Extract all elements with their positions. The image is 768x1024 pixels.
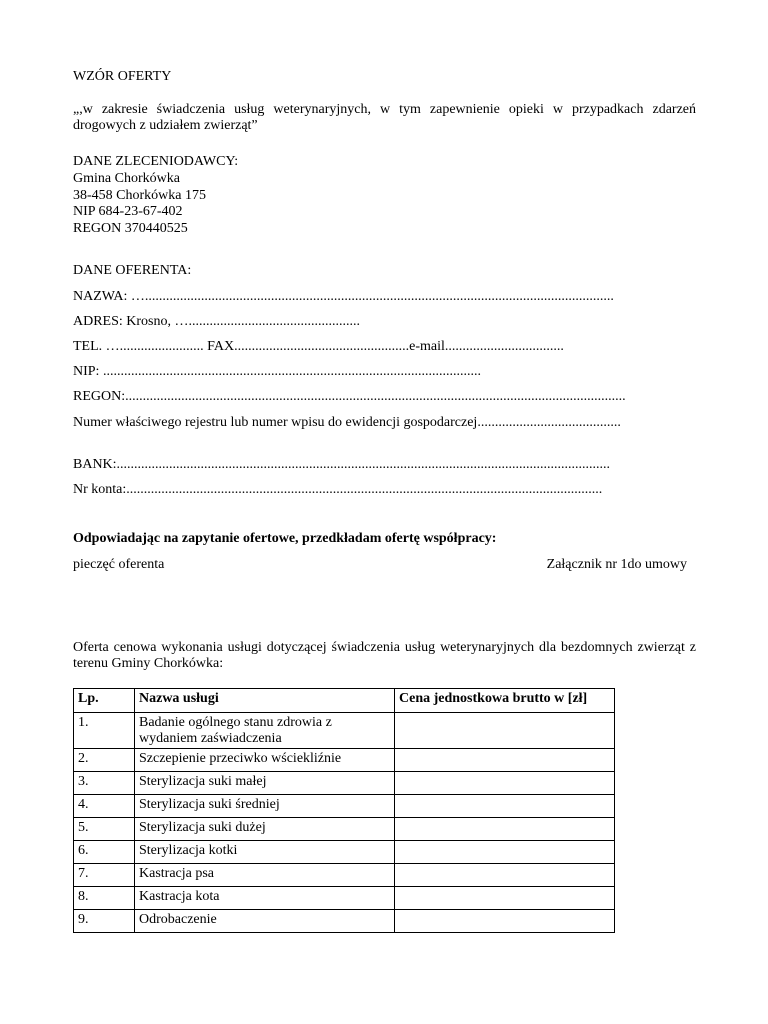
table-row — [74, 749, 615, 772]
row-lp: 2. — [74, 749, 135, 772]
table-row — [74, 772, 615, 795]
row-price-cell[interactable] — [395, 818, 615, 841]
row-service-name: Sterylizacja kotki — [135, 841, 395, 864]
row-price-cell[interactable] — [395, 841, 615, 864]
row-lp: 8. — [74, 887, 135, 910]
offeror-name-field: NAZWA: …...................................................................................................................................... — [73, 289, 614, 304]
table-row — [74, 887, 615, 910]
table-row — [74, 841, 615, 864]
table-row — [74, 910, 615, 933]
table-row — [74, 795, 615, 818]
offeror-account-field: Nr konta:........................................................................................................................................ — [73, 482, 603, 497]
ordering-party-nip: NIP 684-23-67-402 — [73, 204, 183, 219]
table-row — [74, 818, 615, 841]
row-service-name: Sterylizacja suki małej — [135, 772, 395, 795]
row-service-name: Badanie ogólnego stanu zdrowia z wydaniem zaświadczenia — [135, 713, 395, 749]
price-table — [73, 688, 615, 933]
ordering-party-regon: REGON 370440525 — [73, 221, 188, 236]
ordering-party-name: Gmina Chorkówka — [73, 171, 180, 186]
row-price-cell[interactable] — [395, 864, 615, 887]
row-lp: 9. — [74, 910, 135, 933]
offeror-nip-field: NIP: ............................................................................................................ — [73, 364, 481, 379]
row-price-cell[interactable] — [395, 772, 615, 795]
table-header-row — [74, 689, 615, 713]
attachment-label: Załącznik nr 1do umowy — [546, 557, 687, 572]
offeror-address-field: ADRES: Krosno, …................................................. — [73, 314, 361, 329]
row-lp: 6. — [74, 841, 135, 864]
row-price-cell[interactable] — [395, 749, 615, 772]
table-row — [74, 713, 615, 749]
document-title: WZÓR OFERTY — [73, 69, 172, 84]
table-row — [74, 864, 615, 887]
row-service-name: Sterylizacja suki dużej — [135, 818, 395, 841]
row-price-cell[interactable] — [395, 713, 615, 749]
row-service-name: Sterylizacja suki średniej — [135, 795, 395, 818]
row-lp: 5. — [74, 818, 135, 841]
ordering-party-heading: DANE ZLECENIODAWCY: — [73, 154, 239, 169]
response-statement: Odpowiadając na zapytanie ofertowe, przedkładam ofertę współpracy: — [73, 531, 497, 546]
row-service-name: Szczepienie przeciwko wściekliźnie — [135, 749, 395, 772]
row-price-cell[interactable] — [395, 887, 615, 910]
row-price-cell[interactable] — [395, 795, 615, 818]
header-service-name: Nazwa usługi — [135, 689, 395, 713]
header-unit-price: Cena jednostkowa brutto w [zł] — [395, 689, 615, 713]
offeror-register-field: Numer właściwego rejestru lub numer wpisu do ewidencji gospodarczej......................................... — [73, 415, 621, 430]
header-lp: Lp. — [74, 689, 135, 713]
row-lp: 4. — [74, 795, 135, 818]
row-lp: 1. — [74, 713, 135, 749]
subject-text: „,w zakresie świadczenia usług weterynaryjnych, w tym zapewnienie opieki w przypadkach zdarzeń drogowych z udziałem zwierząt” — [73, 102, 696, 133]
offeror-heading: DANE OFERENTA: — [73, 263, 192, 278]
ordering-party-address: 38-458 Chorkówka 175 — [73, 188, 206, 203]
row-service-name: Kastracja psa — [135, 864, 395, 887]
row-lp: 7. — [74, 864, 135, 887]
offeror-bank-field: BANK:............................................................................................................................................. — [73, 457, 611, 472]
row-service-name: Kastracja kota — [135, 887, 395, 910]
offeror-regon-field: REGON:............................................................................................................................................... — [73, 389, 626, 404]
row-service-name: Odrobaczenie — [135, 910, 395, 933]
stamp-label: pieczęć oferenta — [73, 557, 165, 572]
price-offer-intro: Oferta cenowa wykonania usługi dotyczącej świadczenia usług weterynaryjnych dla bezdomnych zwierząt z terenu Gminy Chorkówka: — [73, 640, 696, 671]
row-price-cell[interactable] — [395, 910, 615, 933]
row-lp: 3. — [74, 772, 135, 795]
offeror-contact-field: TEL. …........................ FAX..................................................e-mail.................................. — [73, 339, 564, 354]
